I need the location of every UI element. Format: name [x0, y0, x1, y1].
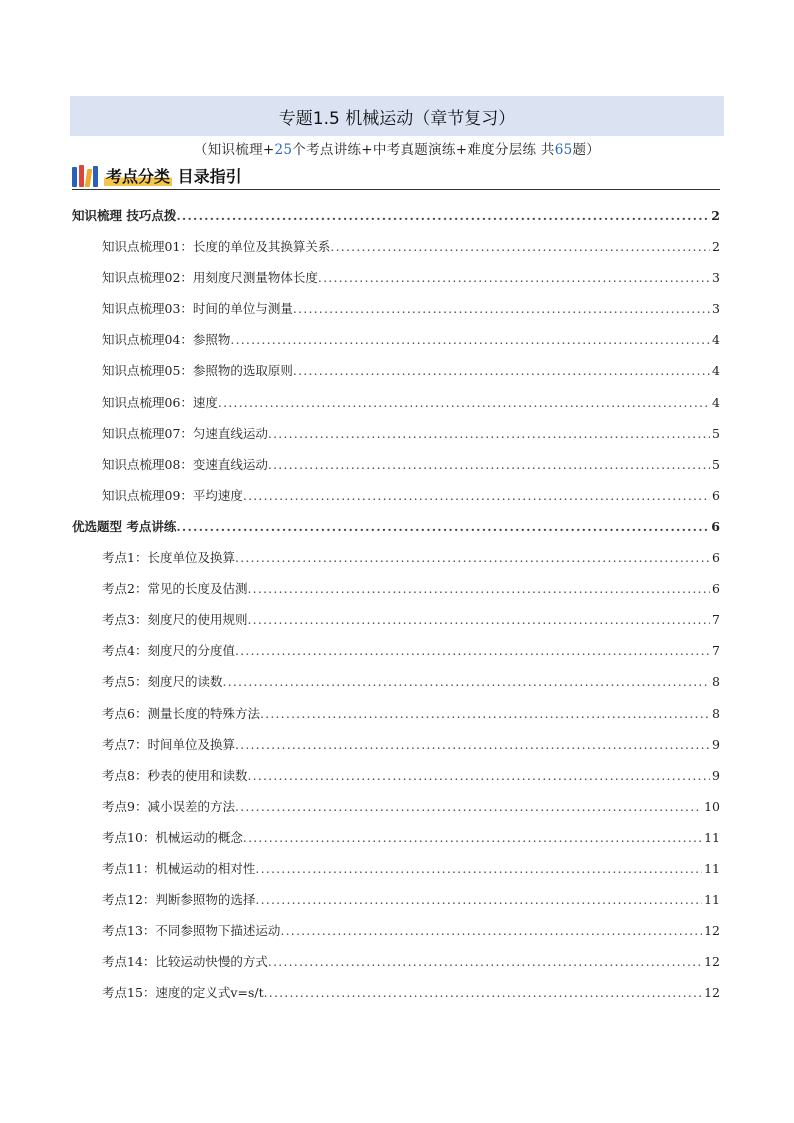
toc-page-number: 6: [711, 518, 720, 534]
toc-entry-label: 考点6：测量长度的特殊方法: [102, 705, 260, 721]
toc-entry[interactable]: [72, 355, 720, 386]
toc-entry[interactable]: [72, 666, 720, 697]
toc-page-number: 3: [712, 270, 720, 286]
toc-entry[interactable]: [72, 729, 720, 760]
toc-entry[interactable]: [72, 853, 720, 884]
toc-entry-label: 知识点梳理02：用刻度尺测量物体长度: [102, 270, 318, 286]
toc-entry[interactable]: [72, 480, 720, 511]
toc-entry-label: 知识点梳理03：时间的单位与测量: [102, 301, 293, 317]
section-title: [104, 164, 242, 187]
toc-page-number: 2: [712, 239, 720, 255]
toc-entry-label: 考点3：刻度尺的使用规则: [102, 612, 248, 628]
toc-entry-label: 知识点梳理08：变速直线运动: [102, 456, 268, 472]
toc-page-number: 11: [704, 892, 720, 908]
toc-leader-dots: [235, 635, 710, 666]
toc-entry[interactable]: [72, 977, 720, 1008]
toc-page-number: 4: [712, 394, 720, 410]
section-title-rest: 目录指引: [177, 167, 242, 186]
toc-entry-label: 考点14：比较运动快慢的方式: [102, 954, 268, 970]
toc-page-number: 5: [712, 425, 720, 441]
toc-page-number: 6: [712, 550, 720, 566]
books-icon: [72, 165, 98, 187]
toc-entry[interactable]: [72, 262, 720, 293]
toc-leader-dots: [235, 729, 710, 760]
toc-leader-dots: [293, 293, 710, 324]
toc-leader-dots: [176, 200, 709, 231]
toc-entry-label: 考点10：机械运动的概念: [102, 829, 243, 845]
toc-page-number: 3: [712, 301, 720, 317]
toc-entry[interactable]: [72, 231, 720, 262]
toc-page-number: 2: [711, 208, 720, 223]
toc-entry[interactable]: [72, 573, 720, 604]
toc-entry-label: 知识点梳理06：速度: [102, 394, 218, 410]
toc-entry-label: 考点13：不同参照物下描述运动: [102, 923, 281, 939]
document-title: [70, 96, 724, 136]
toc-entry[interactable]: [72, 791, 720, 822]
toc-leader-dots: [243, 480, 710, 511]
toc-entry-label: 考点1：长度单位及换算: [102, 550, 235, 566]
toc-page-number: 6: [712, 581, 720, 597]
toc-page-number: 12: [704, 985, 720, 1001]
section-title-highlight: 考点分类: [106, 167, 171, 186]
toc-leader-dots: [268, 946, 702, 977]
toc-entry[interactable]: [72, 293, 720, 324]
toc-page-number: 8: [712, 674, 720, 690]
toc-page-number: 11: [704, 860, 720, 876]
table-of-contents: [72, 200, 720, 1008]
subtitle-text: （知识梳理+: [193, 142, 275, 158]
toc-page-number: 9: [712, 736, 720, 752]
toc-page-number: 8: [712, 705, 720, 721]
subtitle-number: 65: [554, 142, 573, 158]
toc-section-entry[interactable]: [72, 200, 720, 231]
toc-entry[interactable]: [72, 387, 720, 418]
document-title-text: 专题1.5 机械运动（章节复习）: [278, 108, 516, 129]
toc-entry[interactable]: [72, 760, 720, 791]
toc-entry-label: 优选题型 考点讲练: [72, 518, 177, 534]
toc-entry-label: 考点11：机械运动的相对性: [102, 860, 256, 876]
toc-entry-label: 考点7：时间单位及换算: [102, 736, 235, 752]
toc-leader-dots: [218, 387, 710, 418]
section-header: [72, 163, 720, 190]
toc-entry[interactable]: [72, 884, 720, 915]
toc-leader-dots: [268, 418, 710, 449]
toc-entry-label: 知识点梳理07：匀速直线运动: [102, 425, 268, 441]
toc-page-number: 7: [712, 643, 720, 659]
toc-entry-label: 考点4：刻度尺的分度值: [102, 643, 235, 659]
toc-leader-dots: [293, 355, 710, 386]
toc-entry-label: 考点8：秒表的使用和读数: [102, 767, 248, 783]
toc-entry-label: 知识点梳理04：参照物: [102, 332, 231, 348]
toc-page-number: 4: [712, 332, 720, 348]
toc-page-number: 12: [704, 954, 720, 970]
toc-entry-label: 考点5：刻度尺的读数: [102, 674, 223, 690]
toc-leader-dots: [330, 231, 710, 262]
toc-leader-dots: [235, 542, 710, 573]
toc-page-number: 11: [704, 829, 720, 845]
toc-leader-dots: [243, 822, 702, 853]
toc-page-number: 10: [704, 798, 720, 814]
toc-entry[interactable]: [72, 822, 720, 853]
toc-entry[interactable]: [72, 418, 720, 449]
toc-entry-label: 考点9：减小误差的方法: [102, 798, 235, 814]
toc-page-number: 5: [712, 456, 720, 472]
toc-entry-label: 考点12：判断参照物的选择: [102, 892, 256, 908]
toc-page-number: 4: [712, 363, 720, 379]
toc-page-number: 9: [712, 767, 720, 783]
toc-entry-label: 知识点梳理09：平均速度: [102, 487, 243, 503]
toc-entry[interactable]: [72, 604, 720, 635]
toc-leader-dots: [255, 884, 702, 915]
toc-leader-dots: [264, 977, 703, 1008]
toc-section-entry[interactable]: [72, 511, 720, 542]
toc-entry[interactable]: [72, 324, 720, 355]
toc-page-number: 6: [712, 487, 720, 503]
toc-entry[interactable]: [72, 635, 720, 666]
toc-entry-label: 考点15：速度的定义式v=s/t: [102, 985, 264, 1001]
toc-leader-dots: [247, 604, 710, 635]
toc-leader-dots: [222, 666, 710, 697]
toc-leader-dots: [176, 511, 709, 542]
toc-leader-dots: [235, 791, 702, 822]
toc-leader-dots: [280, 915, 702, 946]
subtitle-text: 题）: [572, 142, 601, 158]
toc-leader-dots: [318, 262, 710, 293]
toc-page-number: 12: [704, 923, 720, 939]
toc-leader-dots: [247, 573, 710, 604]
document-subtitle: [70, 138, 724, 158]
toc-entry-label: 知识点梳理01：长度的单位及其换算关系: [102, 239, 331, 255]
toc-entry[interactable]: [72, 915, 720, 946]
toc-entry[interactable]: [72, 449, 720, 480]
toc-leader-dots: [255, 853, 702, 884]
toc-leader-dots: [260, 698, 710, 729]
toc-page-number: 7: [712, 612, 720, 628]
toc-leader-dots: [230, 324, 710, 355]
toc-leader-dots: [268, 449, 710, 480]
subtitle-number: 25: [274, 142, 293, 158]
toc-leader-dots: [247, 760, 710, 791]
subtitle-text: 个考点讲练+中考真题演练+难度分层练 共: [292, 142, 555, 158]
toc-entry-label: 考点2：常见的长度及估测: [102, 581, 248, 597]
toc-entry[interactable]: [72, 946, 720, 977]
toc-entry[interactable]: [72, 542, 720, 573]
toc-entry[interactable]: [72, 698, 720, 729]
toc-entry-label: 知识点梳理05：参照物的选取原则: [102, 363, 293, 379]
toc-entry-label: 知识梳理 技巧点拨: [72, 208, 177, 223]
